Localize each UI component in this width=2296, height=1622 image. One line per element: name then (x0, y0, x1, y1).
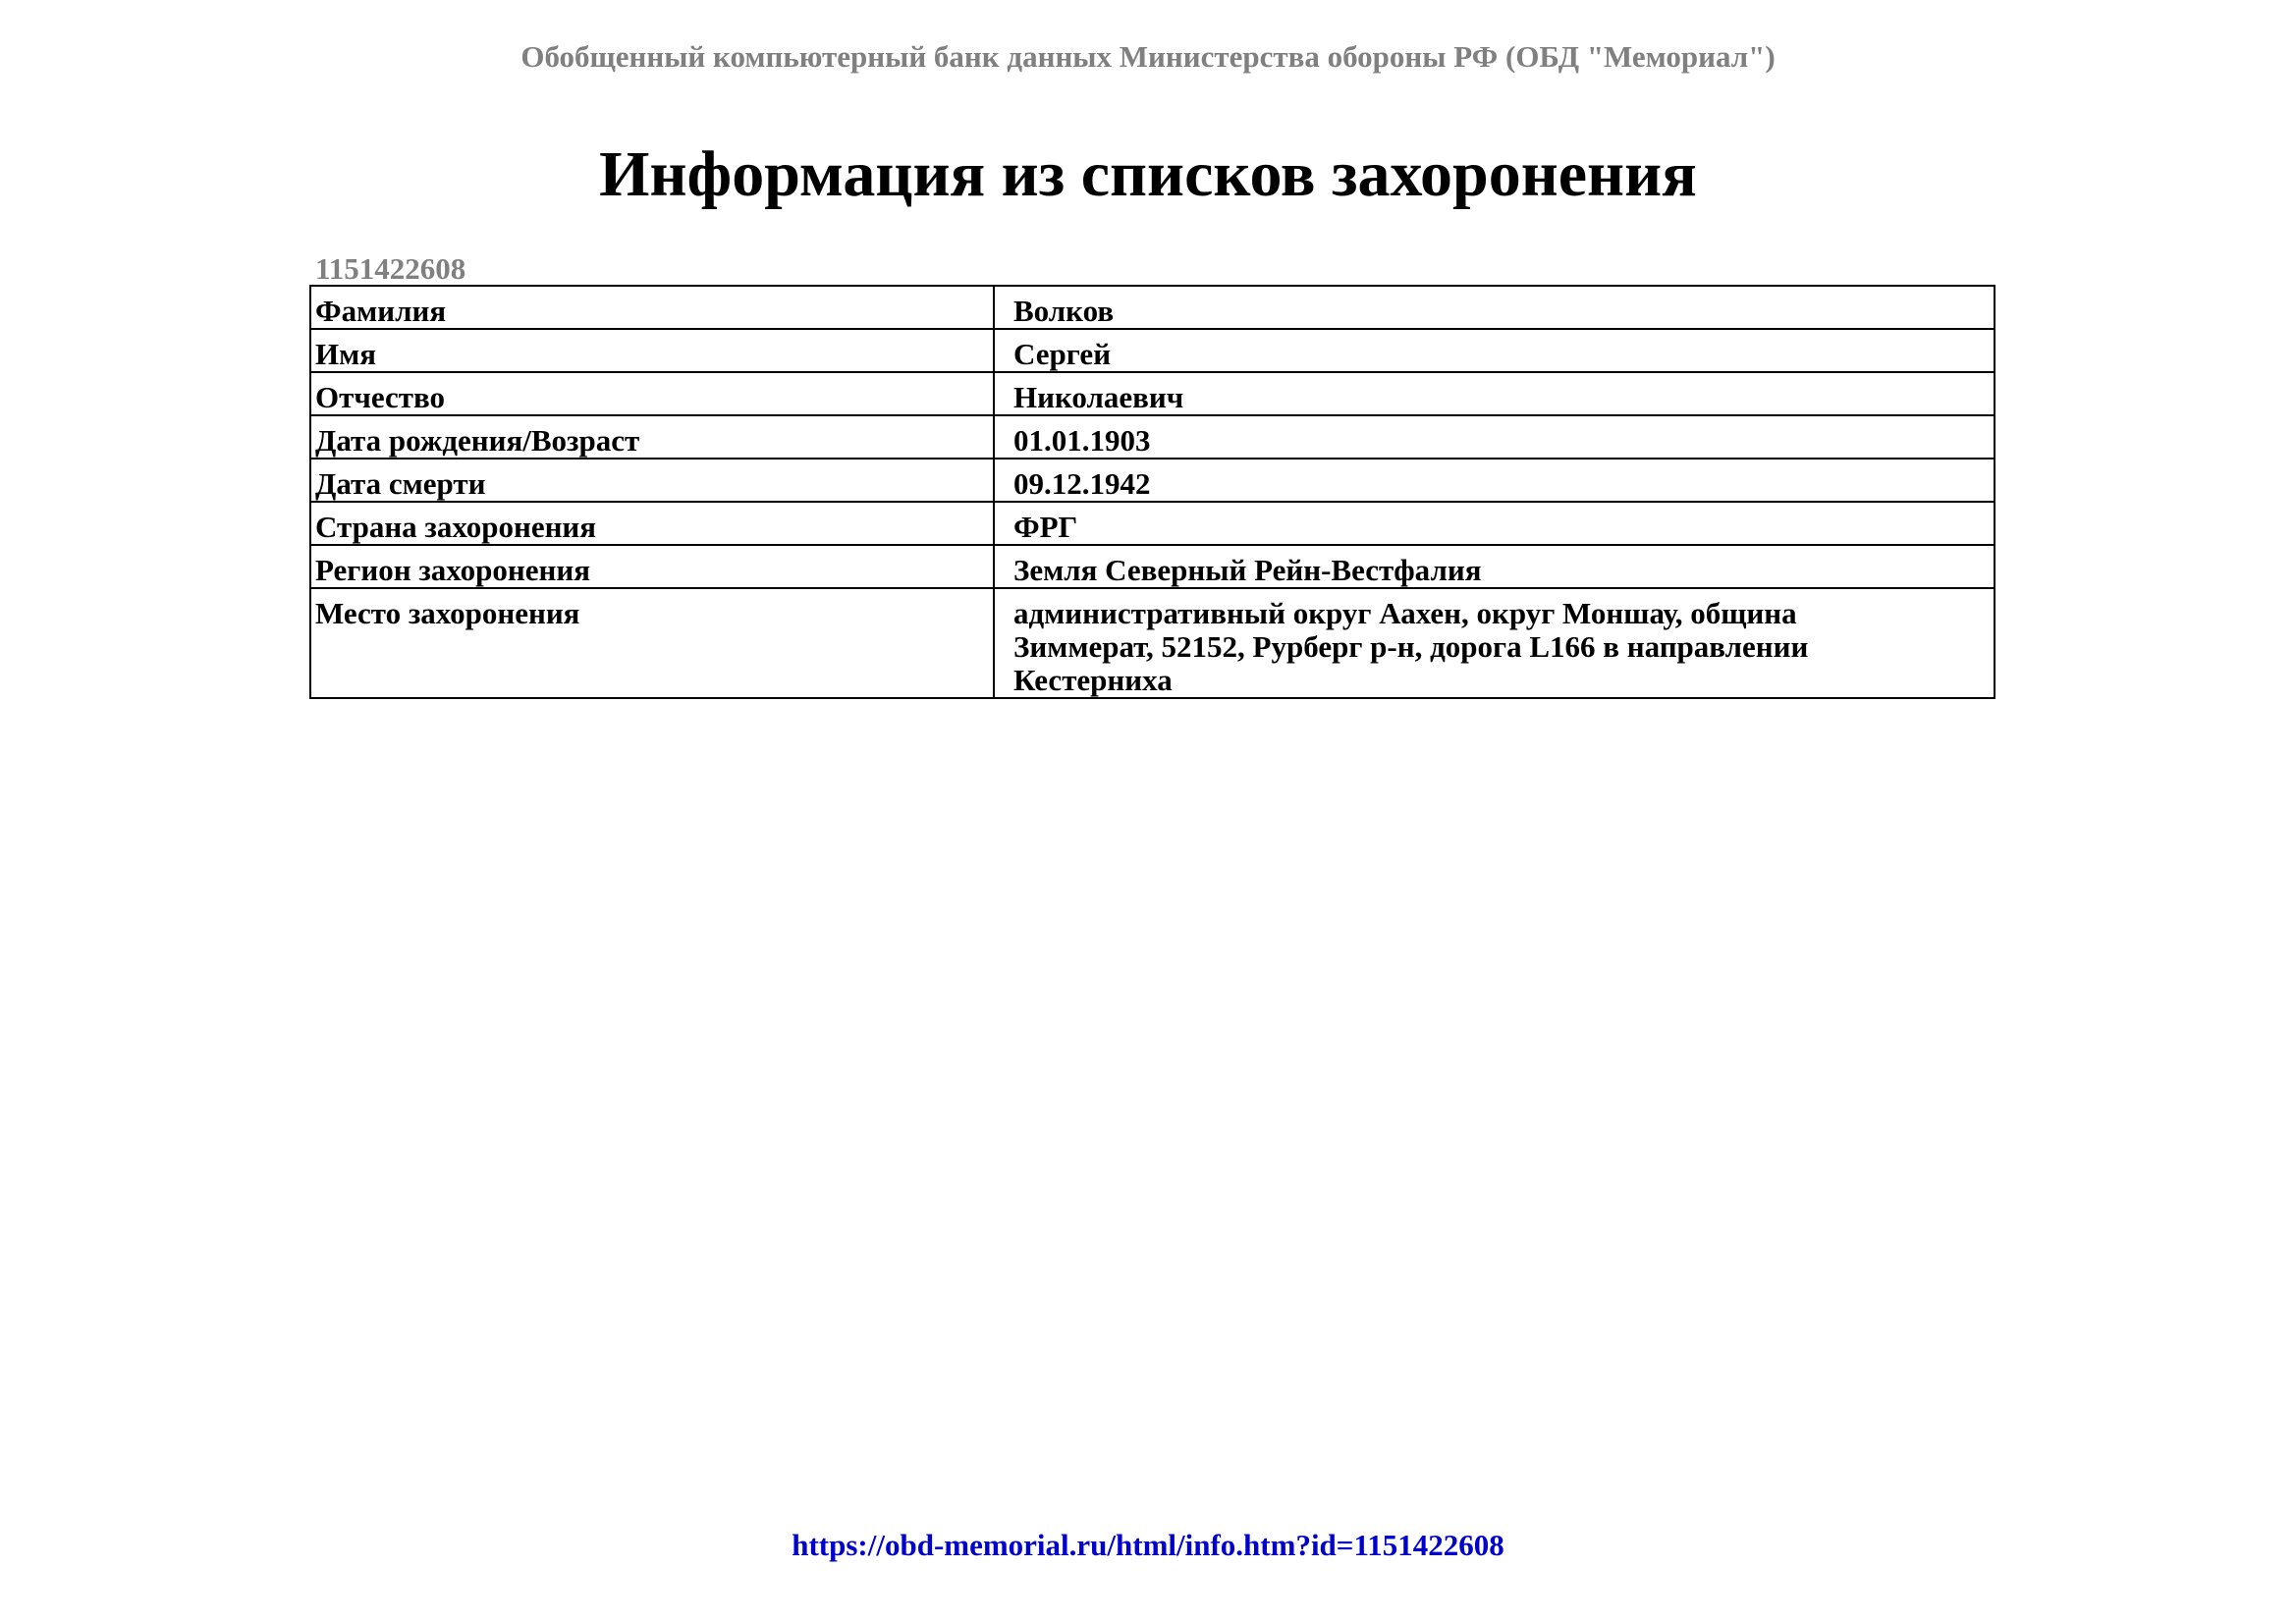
table-row (310, 372, 1995, 415)
field-value-death-date: 09.12.1942 (994, 459, 1995, 502)
table-row (310, 286, 1995, 329)
field-label-patronymic: Отчество (310, 372, 994, 415)
field-value-first-name: Сергей (994, 329, 1995, 372)
field-label-first-name: Имя (310, 329, 994, 372)
table-row (310, 545, 1995, 588)
field-label-birth-date: Дата рождения/Возраст (310, 415, 994, 459)
table-row (310, 415, 1995, 459)
table-row (310, 329, 1995, 372)
field-label-burial-region: Регион захоронения (310, 545, 994, 588)
record-id: 1151422608 (315, 251, 466, 286)
field-value-burial-region: Земля Северный Рейн-Вестфалия (994, 545, 1995, 588)
table-row (310, 502, 1995, 545)
field-label-death-date: Дата смерти (310, 459, 994, 502)
record-table (309, 285, 1995, 699)
table-row (310, 588, 1995, 698)
field-value-birth-date: 01.01.1903 (994, 415, 1995, 459)
field-value-burial-country: ФРГ (994, 502, 1995, 545)
field-value-patronymic: Николаевич (994, 372, 1995, 415)
field-label-burial-place: Место захоронения (310, 588, 994, 698)
field-value-burial-place: административный округ Аахен, округ Моншау, община Зиммерат, 52152, Рурберг р-н, дорога L166 в направлении Кестерниха (994, 588, 1995, 698)
page-title: Информация из списков захоронения (599, 138, 1697, 210)
field-value-surname: Волков (994, 286, 1995, 329)
table-row (310, 459, 1995, 502)
source-link[interactable]: https://obd-memorial.ru/html/info.htm?id=1151422608 (792, 1528, 1504, 1562)
source-database-header: Обобщенный компьютерный банк данных Министерства обороны РФ (ОБД "Мемориал") (520, 39, 1776, 74)
field-label-burial-country: Страна захоронения (310, 502, 994, 545)
field-label-surname: Фамилия (310, 286, 994, 329)
